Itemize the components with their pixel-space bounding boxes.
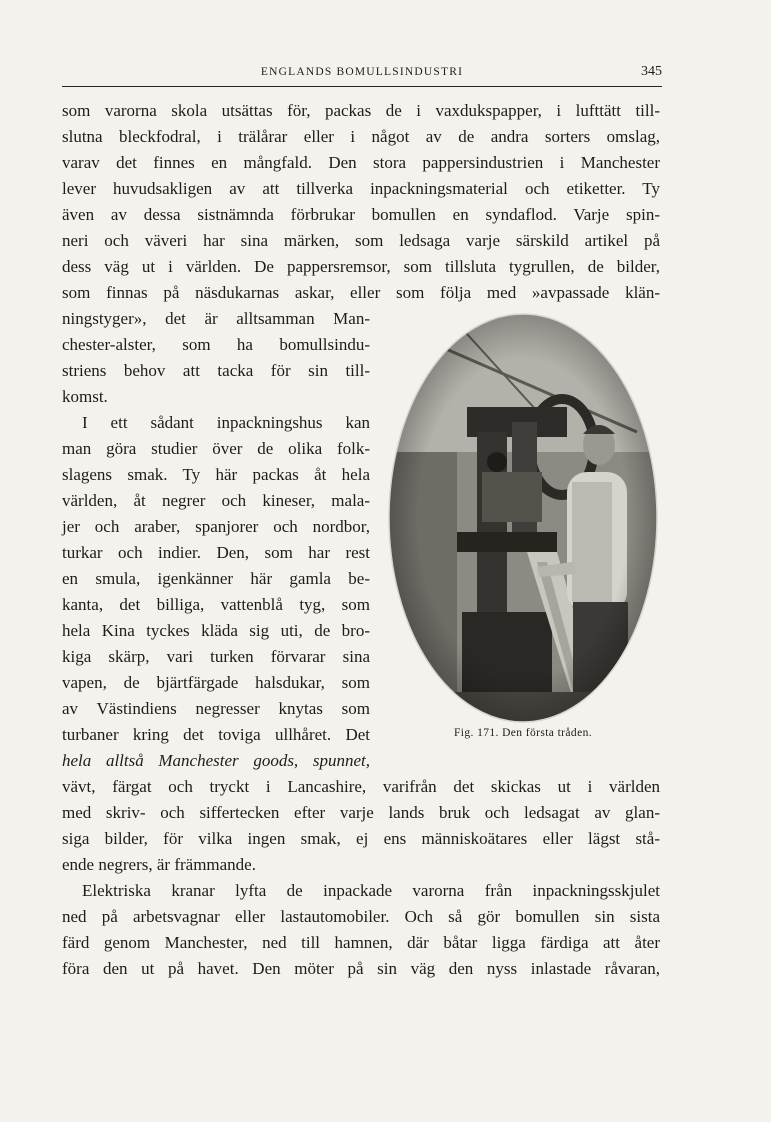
figure-caption: Fig. 171. Den första tråden.	[454, 727, 592, 739]
text-line: kanta, det billiga, vattenblå tyg, som	[62, 595, 370, 614]
text-line: vapen, de bjärtfärgade halsdukar, som	[62, 673, 370, 692]
text-line: slutna bleckfodral, i trälårar eller i något av de andra sorters omslag,	[62, 127, 660, 146]
text-line: komst.	[62, 387, 108, 406]
text-line: striens behov att tacka för sin till-	[62, 361, 370, 380]
figure-photo	[387, 312, 659, 724]
page-number: 345	[641, 64, 662, 79]
text-line: en smula, igenkänner här gamla be-	[62, 569, 370, 588]
text-line: med skriv- och siffertecken efter varje lands bruk och ledsagat av glan-	[62, 803, 660, 822]
text-line: hela Kina tyckes kläda sig uti, de bro-	[62, 621, 370, 640]
text-line: turkar och indier. Den, som har rest	[62, 543, 370, 562]
text-line: turbaner kring det toviga ullhåret. Det	[62, 725, 370, 744]
text-line: hela alltså Manchester goods, spunnet,	[62, 751, 370, 770]
text-line: av Västindiens negresser knytas som	[62, 699, 370, 718]
text-line: ned på arbetsvagnar eller lastautomobiler. Och så gör bomullen sin sista	[62, 907, 660, 926]
text-line: även av dessa sistnämnda förbrukar bomullen en syndaflod. Varje spin-	[62, 205, 660, 224]
photo-worker-at-machine	[387, 312, 659, 724]
text-line: som finnas på näsdukarnas askar, eller som följa med »avpassade klän-	[62, 283, 660, 302]
text-line: I ett sådant inpackningshus kan	[82, 413, 370, 432]
text-line: lever huvudsakligen av att tillverka inpackningsmaterial och etiketter. Ty	[62, 179, 660, 198]
text-line: neri och väveri har sina märken, som ledsaga varje särskild artikel på	[62, 231, 660, 250]
text-line: färd genom Manchester, ned till hamnen, där båtar ligga färdiga att åter	[62, 933, 660, 952]
text-line: vävt, färgat och tryckt i Lancashire, varifrån det skickas ut i världen	[62, 777, 660, 796]
text-line: Elektriska kranar lyfta de inpackade varorna från inpackningsskjulet	[82, 881, 660, 900]
text-line: dess väg ut i världen. De pappersremsor, som tillsluta tygrullen, de bilder,	[62, 257, 660, 276]
text-line: siga bilder, för vilka ingen smak, ej ens människoätares eller lägst stå-	[62, 829, 660, 848]
text-line: slagens smak. Ty här packas åt hela	[62, 465, 370, 484]
text-line: världen, åt negrer och kineser, mala-	[62, 491, 370, 510]
text-line: kiga skärp, vari turken förvarar sina	[62, 647, 370, 666]
text-line: ningstyger», det är alltsamman Man-	[62, 309, 370, 328]
running-head	[62, 64, 662, 87]
text-line: varav det finnes en mångfald. Den stora pappersindustrien i Manchester	[62, 153, 660, 172]
text-line: chester-alster, som ha bomullsindu-	[62, 335, 370, 354]
text-line: man göra studier över de olika folk-	[62, 439, 370, 458]
text-line: föra den ut på havet. Den möter på sin väg den nyss inlastade råvaran,	[62, 959, 660, 978]
text-line: som varorna skola utsättas för, packas de i vaxdukspapper, i lufttätt till-	[62, 101, 660, 120]
text-line: ende negrers, är främmande.	[62, 855, 256, 874]
running-title: ENGLANDS BOMULLSINDUSTRI	[260, 66, 464, 78]
text-line: jer och araber, spanjorer och nordbor,	[62, 517, 370, 536]
